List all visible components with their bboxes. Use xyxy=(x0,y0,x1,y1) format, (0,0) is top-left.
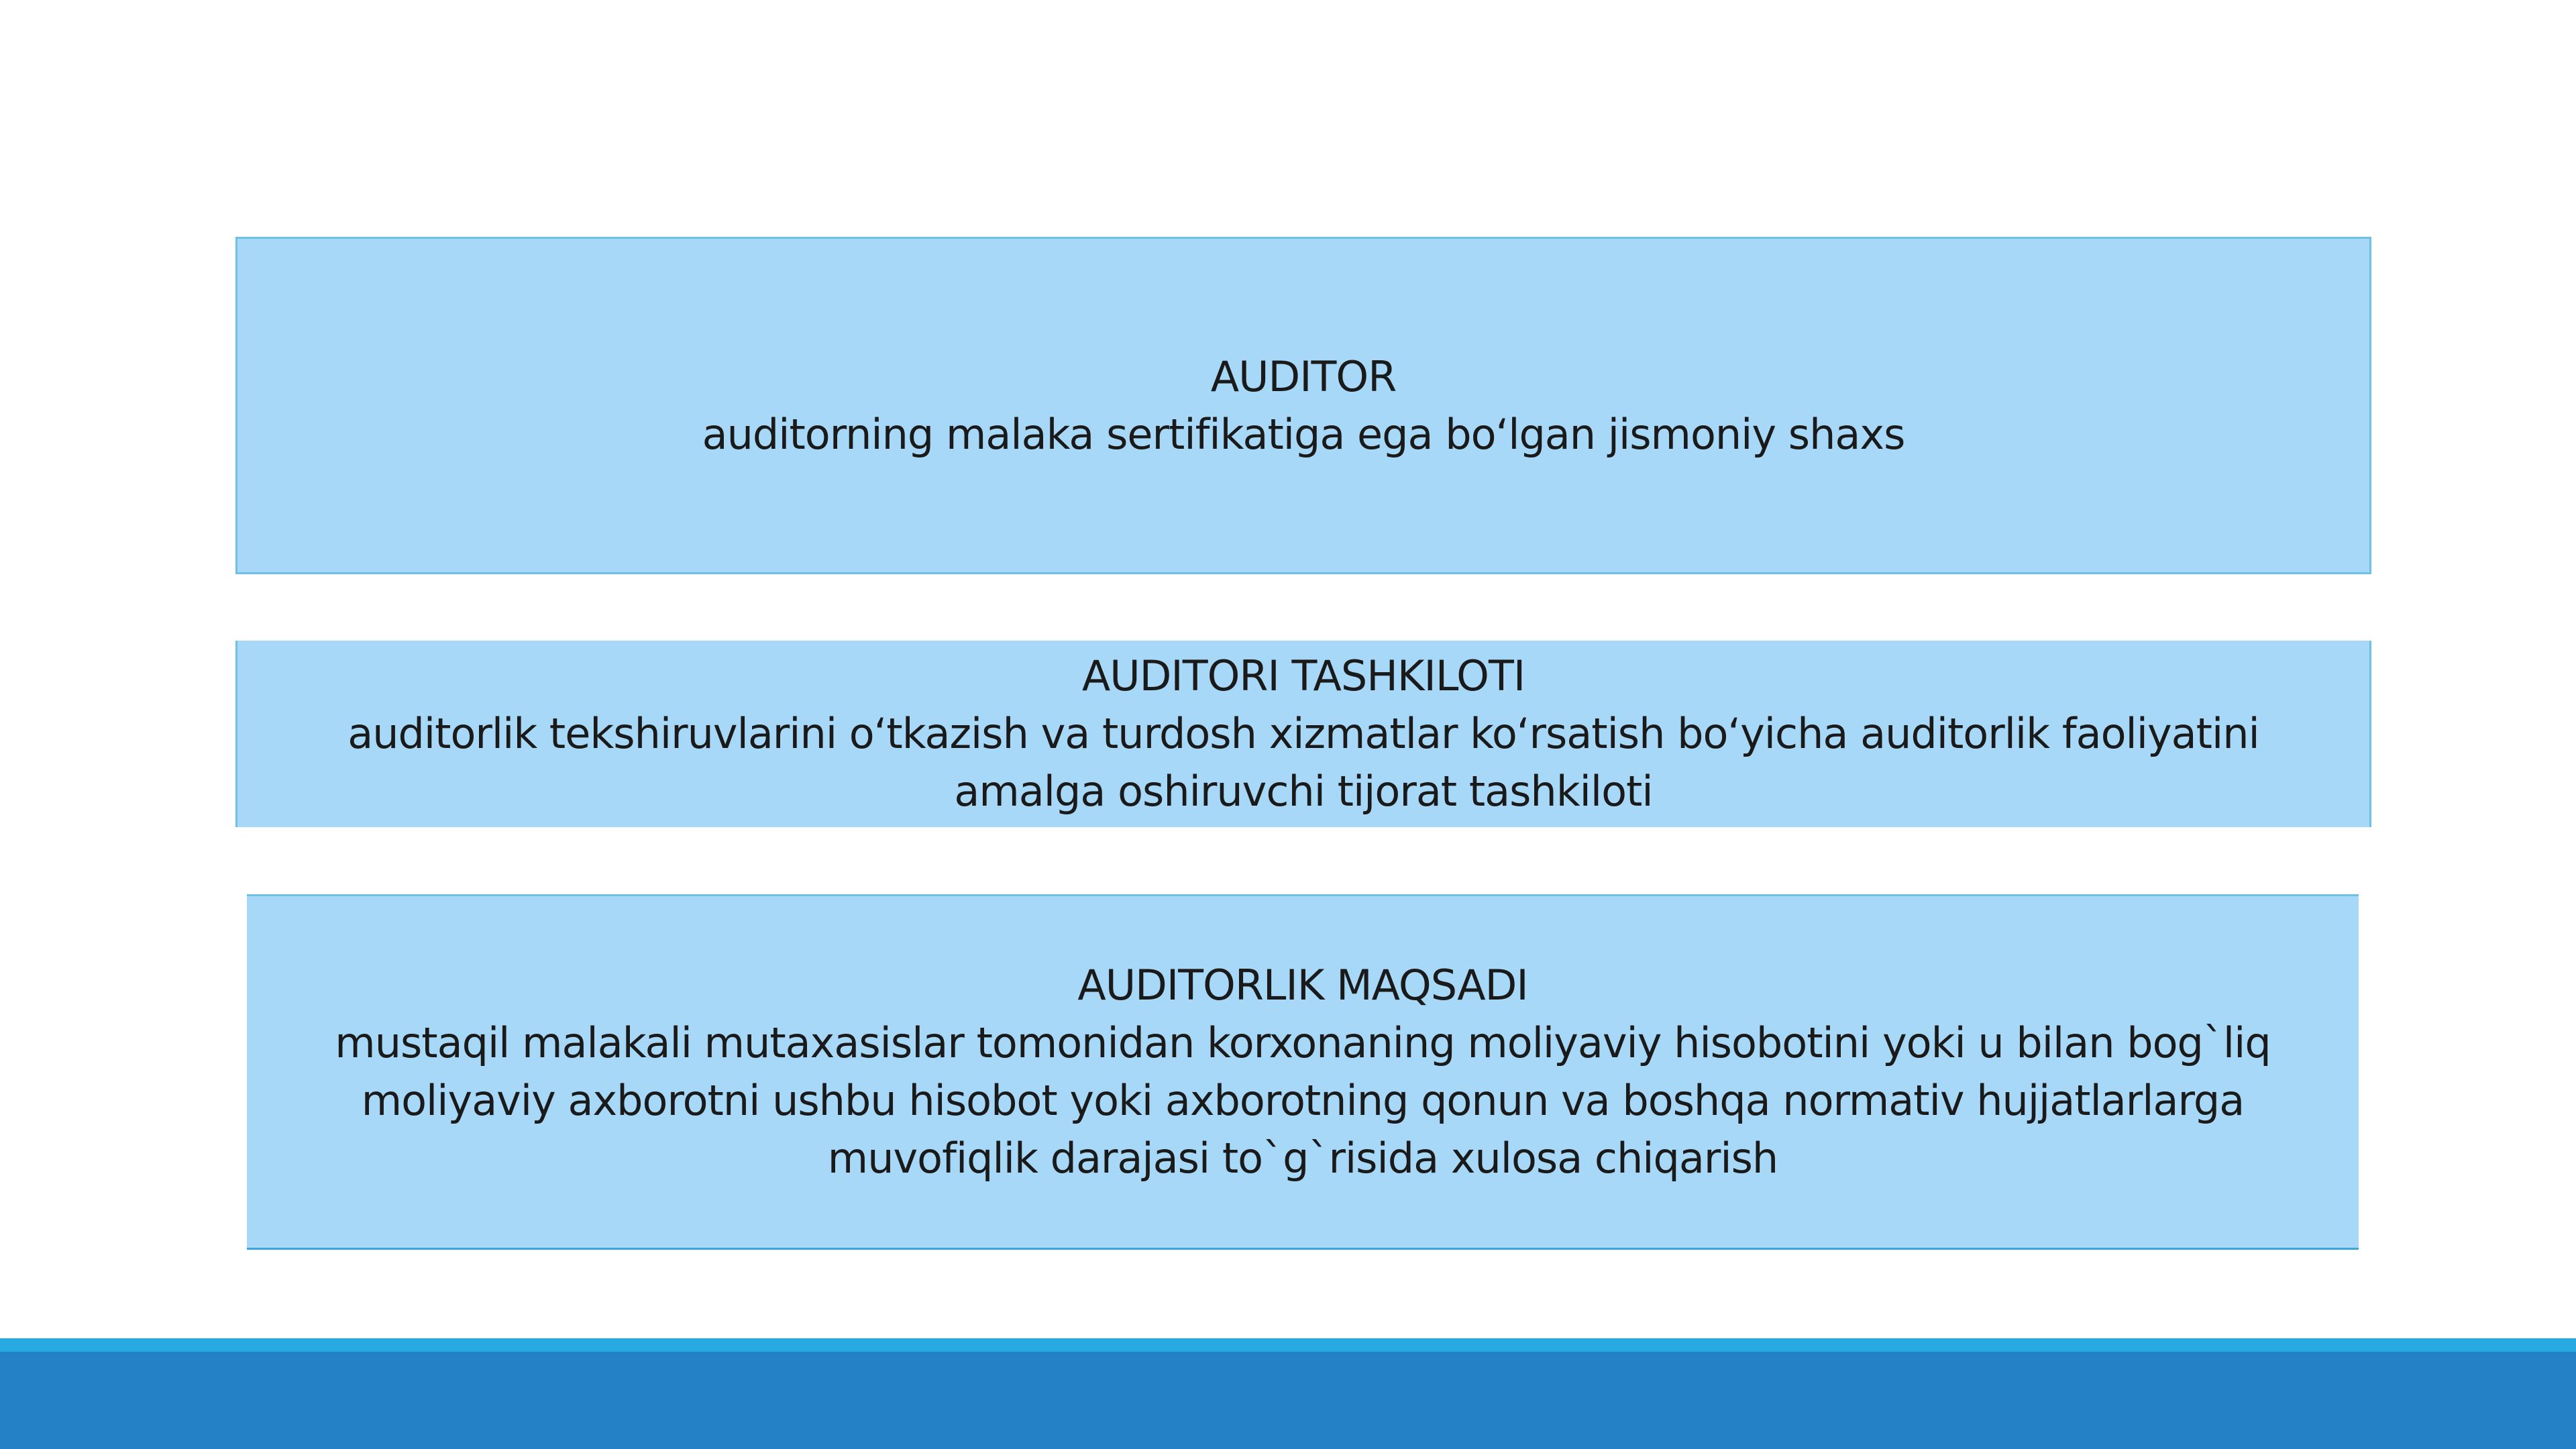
box-description: auditorlik tekshiruvlarini o‘tkazish va turdosh xizmatlar ko‘rsatish bo‘yicha auditorlik faoliyatini amalga oshiruvchi tijorat tashkiloti xyxy=(347,709,2259,816)
definition-box-audit-purpose xyxy=(247,894,2359,1250)
definition-box-auditor xyxy=(235,237,2371,574)
footer-accent-line xyxy=(0,1338,2576,1352)
footer-bar xyxy=(0,1352,2576,1449)
box-description: auditorning malaka sertifikatiga ega bo‘lgan jismoniy shaxs xyxy=(702,409,1905,459)
box-description: mustaqil malakali mutaxasislar tomonidan korxonaning moliyaviy hisobotini yoki u bilan bog`liq moliyaviy axborotni ushbu hisobot yoki axborotning qonun va boshqa normativ hujjatlarlarga muvofiqlik darajasi to`g`risida xulosa chiqarish xyxy=(335,1018,2271,1183)
definition-box-audit-organization xyxy=(235,641,2371,827)
box-title: AUDITORLIK MAQSADI xyxy=(1077,961,1528,1010)
box-title: AUDITORI TASHKILOTI xyxy=(1081,651,1525,700)
box-title: AUDITOR xyxy=(1210,352,1397,401)
